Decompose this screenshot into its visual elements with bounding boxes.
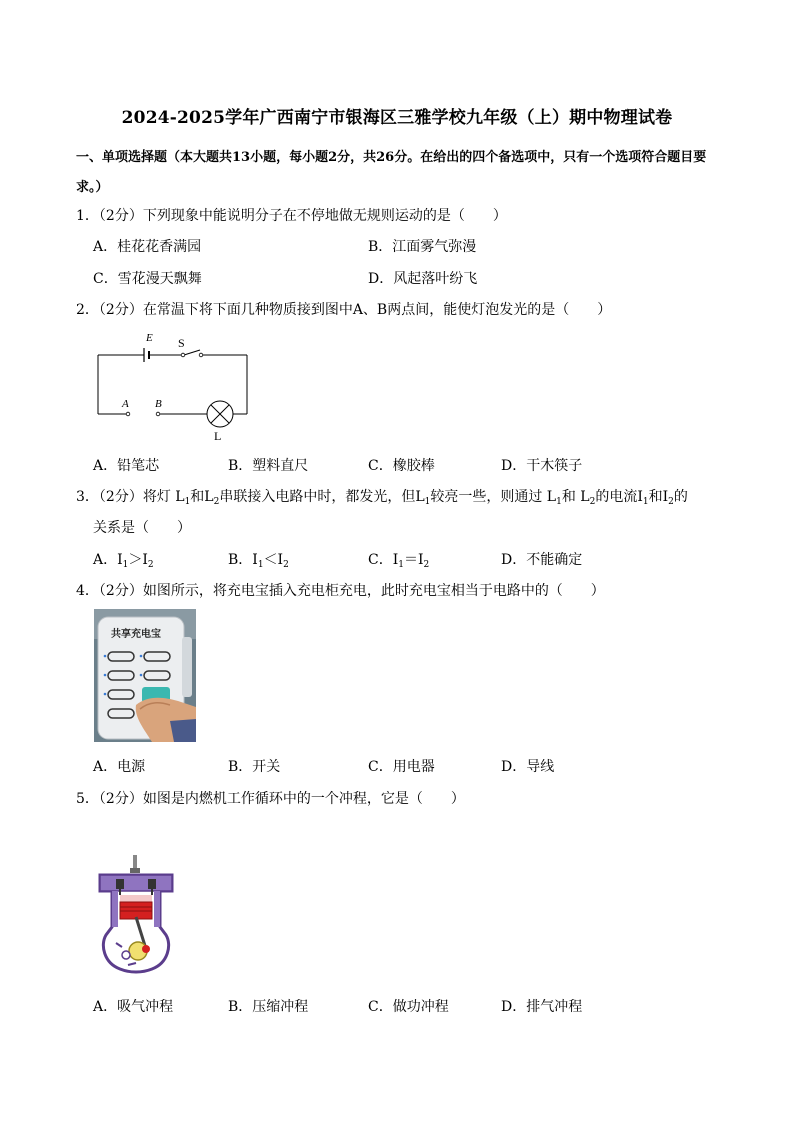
circuit-diagram [94,328,254,446]
section-heading: 一、单项选择题（本大题共13小题，每小题2分，共26分。在给出的四个备选项中，只有一个选项符合题目要求。） [76,150,707,195]
question-4-option-a: A．电源 [93,759,146,775]
question-3-stem-line2: 关系是（ ） [93,520,191,536]
question-5-option-b: B．压缩冲程 [228,999,309,1015]
question-4-stem: 4．（2分）如图所示，将充电宝插入充电柜充电，此时充电宝相当于电路中的（ ） [76,583,605,599]
question-5-option-c: C．做功冲程 [368,999,449,1015]
question-2-option-a: A．铅笔芯 [93,458,160,474]
lamp-label: L [214,429,222,443]
question-3-stem: 3．（2分）将灯 $L_1$和$L_2$串联接入电路中时，都发光，但$L_1$较亮一些，则通过 $L_1$和 $L_2$的电流$I_1$和$I_2$的 [76,489,688,507]
question-1-stem: 1．（2分）下列现象中能说明分子在不停地做无规则运动的是（ ） [76,208,507,224]
question-4-option-b: B．开关 [228,759,281,775]
question-5-option-a: A．吸气冲程 [93,999,174,1015]
question-4-option-c: C．用电器 [368,759,435,775]
question-1-option-c: C．雪花漫天飘舞 [93,271,202,287]
point-b-label: B [155,398,162,410]
question-1-option-d: D．风起落叶纷飞 [368,271,478,287]
question-5-option-d: D．排气冲程 [501,999,583,1015]
point-a-label: A [122,398,129,410]
question-2-option-c: C．橡胶棒 [368,458,435,474]
question-3-option-c: C．$I_1=I_2$ [368,552,430,570]
cabinet-label: 共享充电宝 [111,629,161,640]
question-1-option-a: A．桂花花香满园 [93,239,202,255]
page-title: 2024-2025学年广西南宁市银海区三雅学校九年级（上）期中物理试卷 [121,108,673,128]
question-2-option-b: B．塑料直尺 [228,458,309,474]
power-bank-cabinet-photo [94,609,196,742]
engine-stroke-diagram [96,855,176,975]
question-3-option-a: A．$I_1>I_2$ [93,552,154,570]
question-3-option-d: D．不能确定 [501,552,583,568]
question-1-option-b: B．江面雾气弥漫 [368,239,477,255]
battery-label: E [146,332,153,344]
question-4-option-d: D．导线 [501,759,555,775]
question-2-option-d: D．干木筷子 [501,458,583,474]
question-3-option-b: B．$I_1<I_2$ [228,552,289,570]
question-2-stem: 2．（2分）在常温下将下面几种物质接到图中A、B两点间，能使灯泡发光的是（ ） [76,302,612,318]
switch-label: S [178,336,185,350]
question-5-stem: 5．（2分）如图是内燃机工作循环中的一个冲程，它是（ ） [76,791,465,807]
